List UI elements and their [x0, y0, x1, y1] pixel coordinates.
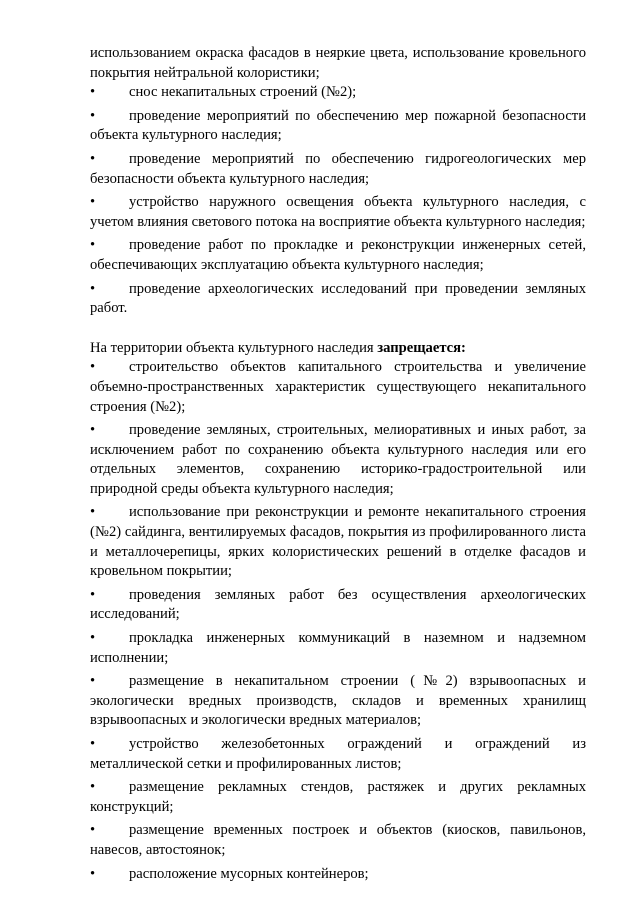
list-item-text: размещение рекламных стендов, растяжек и других рекламных конструкций;	[90, 779, 586, 815]
list-item	[90, 821, 586, 860]
bullet-icon: •	[90, 359, 96, 376]
list-item-text: прокладка инженерных коммуникаций в наземном и надземном исполнении;	[90, 630, 586, 666]
list-item	[90, 629, 586, 668]
bullet-icon: •	[90, 237, 96, 254]
allowed-works-list	[90, 83, 586, 319]
prohibitions-heading	[90, 339, 586, 359]
list-item-text: проведения земляных работ без осуществления археологических исследований;	[90, 586, 586, 623]
list-item	[90, 778, 586, 817]
list-item-text: строительство объектов капитального строительства и увеличение объемно-пространственных характеристик существующего некапитального строения (№2);	[90, 359, 586, 415]
bullet-icon: •	[90, 422, 96, 439]
list-item-text: устройство железобетонных ограждений и ограждений из металлической сетки и профилированных листов;	[90, 736, 586, 772]
list-item	[90, 193, 586, 232]
list-item	[90, 586, 586, 625]
bullet-icon: •	[90, 865, 96, 882]
list-item-text: устройство наружного освещения объекта культурного наследия, с учетом влияния светового потока на восприятие объекта культурного наследия;	[90, 194, 586, 230]
bullet-icon: •	[90, 736, 96, 752]
bullet-icon: •	[90, 84, 96, 101]
bullet-icon: •	[90, 822, 96, 839]
list-item-text: использование при реконструкции и ремонте некапитального строения (№2) сайдинга, вентилируемых фасадов, покрытия из профилированного листа и металлочерепицы, ярких колористических решений в отделке фасадов и кровельном покрытии;	[90, 504, 586, 580]
bullet-icon: •	[90, 194, 96, 211]
list-item-text: размещение в некапитальном строении (№2) взрывоопасных и экологически вредных производств, складов и временных хранилищ взрывоопасных и экологически вредных материалов;	[90, 673, 586, 729]
bullet-icon: •	[90, 504, 96, 521]
list-item	[90, 150, 586, 189]
list-item	[90, 503, 586, 581]
list-item-text: проведение археологических исследований при проведении земляных работ.	[90, 280, 586, 317]
list-item	[90, 236, 586, 275]
list-item	[90, 107, 586, 146]
list-item-text: проведение земляных, строительных, мелиоративных и иных работ, за исключением работ по сохранению объекта культурного наследия или его отдельных элементов, сохранению историко-градостроительной или природной среды объекта культурного наследия;	[90, 422, 586, 497]
bullet-icon: •	[90, 586, 96, 603]
bullet-icon: •	[90, 673, 96, 690]
bullet-icon: •	[90, 107, 96, 124]
heading-strong: запрещается:	[377, 339, 466, 356]
list-item	[90, 83, 586, 103]
list-item-text: проведение работ по прокладке и реконструкции инженерных сетей, обеспечивающих эксплуатацию объекта культурного наследия;	[90, 237, 586, 273]
list-item-text: размещение временных построек и объектов (киосков, павильонов, навесов, автостоянок;	[90, 822, 586, 858]
list-item	[90, 672, 586, 731]
heading-prefix: На территории объекта культурного наследия	[90, 339, 378, 356]
list-item-text: снос некапитальных строений (№2);	[129, 84, 357, 101]
list-item	[90, 358, 586, 417]
list-item	[90, 865, 586, 885]
list-item	[90, 735, 586, 774]
list-item-text: проведение мероприятий по обеспечению мер пожарной безопасности объекта культурного наследия;	[90, 107, 586, 144]
list-item	[90, 280, 586, 319]
list-item	[90, 421, 586, 499]
continuation-paragraph: использованием окраска фасадов в неяркие цвета, использование кровельного покрытия нейтральной колористики;	[90, 45, 586, 81]
bullet-icon: •	[90, 630, 96, 647]
document-body	[90, 44, 586, 888]
bullet-icon: •	[90, 150, 96, 167]
bullet-icon: •	[90, 779, 96, 796]
bullet-icon: •	[90, 280, 96, 297]
prohibited-works-list	[90, 358, 586, 884]
list-item-text: расположение мусорных контейнеров;	[129, 865, 369, 882]
list-item-text: проведение мероприятий по обеспечению гидрогеологических мер безопасности объекта культурного наследия;	[90, 150, 586, 187]
